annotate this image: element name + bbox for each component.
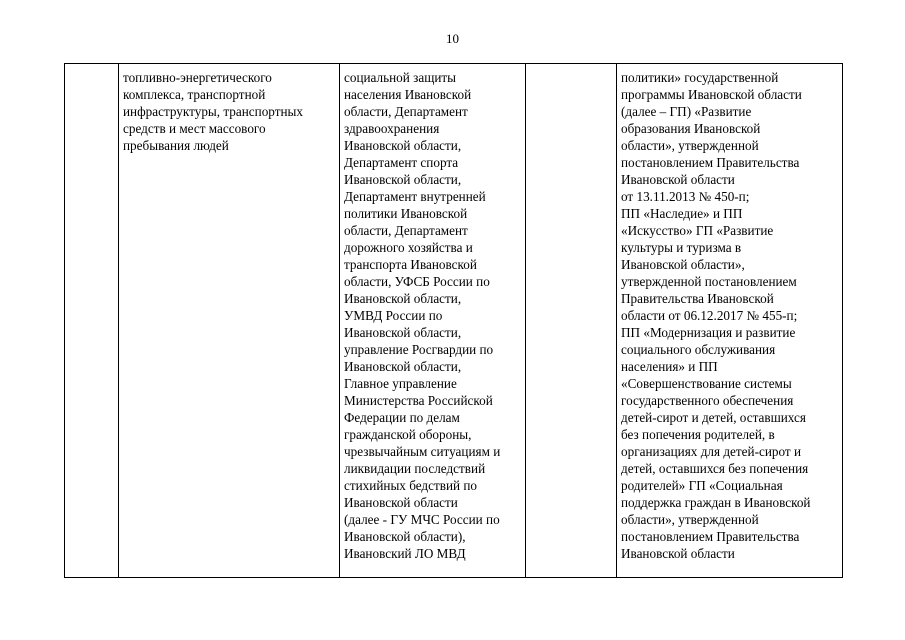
bottom-rule-cell	[340, 578, 526, 579]
table-bottom-rule	[65, 578, 843, 579]
bottom-rule-cell	[65, 578, 119, 579]
bottom-rule-cell	[526, 578, 617, 579]
bottom-rule-cell	[617, 578, 843, 579]
table-cell-index	[65, 64, 119, 578]
cell-text-responsible-bodies: социальной защиты населения Ивановской области, Департамент здравоохранения Ивановской области, Департамент спорта Ивановской области, Департамент внутренней политики Ивановской области, Департамент дорожного хозяйства и транспорта Ивановской области, УФСБ России по Ивановской области, УМВД России по Ивановской области, управление Росгвардии по Ивановской области, Главное управление Министерства Российской Федерации по делам гражданской обороны, чрезвычайным ситуациям и ликвидации последствий стихийных бедствий по Ивановской области (далее - ГУ МЧС России по Ивановской области), Ивановский ЛО МВД	[344, 70, 501, 561]
page-number: 10	[446, 31, 459, 46]
cell-text-programs: политики» государственной программы Ивановской области (далее – ГП) «Развитие образования Ивановской области», утвержденной постановлением Правительства Ивановской области от 13.11.2013 № 450-п; ПП «Наследие» и ПП «Искусство» ГП «Развитие культуры и туризма в Ивановской области», утвержденной постановлением Правительства Ивановской области от 06.12.2017 № 455-п; ПП «Модернизация и развитие социального обслуживания населения» и ПП «Совершенствование системы государственного обеспечения детей-сирот и детей, оставшихся без попечения родителей, в организациях для детей-сирот и детей, оставшихся без попечения родителей» ГП «Социальная поддержка граждан в Ивановской области», утвержденной постановлением Правительства Ивановской области	[621, 70, 811, 561]
table-cell-threat-objects	[119, 64, 340, 578]
table-cell-deadline	[526, 64, 617, 578]
table-row	[65, 64, 843, 578]
cell-text-threat-objects: топливно-энергетического комплекса, транспортной инфраструктуры, транспортных средств и мест массового пребывания людей	[123, 70, 303, 153]
table-cell-responsible-bodies	[340, 64, 526, 578]
document-table	[64, 63, 843, 578]
bottom-rule-cell	[119, 578, 340, 579]
table-cell-programs	[617, 64, 843, 578]
